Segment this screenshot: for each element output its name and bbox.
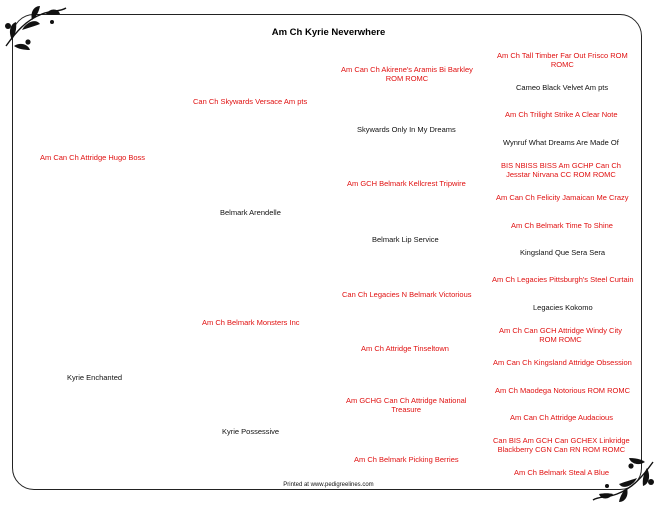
dam: Kyrie Enchanted <box>67 373 123 382</box>
g4-entry: Am Can Ch Attridge Audacious <box>510 413 613 422</box>
g4-entry: Am Ch Tall Timber Far Out Frisco ROM ROMC <box>497 51 628 69</box>
g3-entry: Am GCHG Can Ch Attridge National Treasure <box>346 396 467 414</box>
g3-entry: Am Ch Belmark Picking Berries <box>354 455 459 464</box>
g4-entry: Am Ch Can GCH Attridge Windy City ROM ROMC <box>499 326 622 344</box>
g4-entry: Cameo Black Velvet Am pts <box>516 83 609 92</box>
g2-entry: Can Ch Skywards Versace Am pts <box>193 97 308 106</box>
g4-entry: Am Ch Maodega Notorious ROM ROMC <box>495 386 631 395</box>
g4-entry: Am Ch Belmark Time To Shine <box>511 221 613 230</box>
pedigree-title: Am Ch Kyrie Neverwhere <box>271 27 386 38</box>
g3-entry: Am Can Ch Akirene's Aramis Bi Barkley ROM ROMC <box>341 65 473 83</box>
g4-entry: Wynruf What Dreams Are Made Of <box>503 138 619 147</box>
g4-entry: Am Ch Trilight Strike A Clear Note <box>505 110 618 119</box>
sire-sire: Belmark Arendelle <box>220 208 281 217</box>
g3-entry: Am Ch Attridge Tinseltown <box>361 344 449 353</box>
g4-entry: Am Can Ch Felicity Jamaican Me Crazy <box>496 193 629 202</box>
dam-sire: Kyrie Possessive <box>222 427 280 436</box>
g3-entry: Skywards Only In My Dreams <box>357 125 456 134</box>
g3-entry: Am GCH Belmark Kellcrest Tripwire <box>347 179 466 188</box>
flourish-icon <box>587 456 657 506</box>
g4-entry: Am Can Ch Kingsland Attridge Obsession <box>493 358 632 367</box>
footer-credit: Printed at www.pedigreelines.com <box>283 482 374 488</box>
g4-entry: Can BIS Am GCH Can GCHEX Linkridge Blackberry CGN Can RN ROM ROMC <box>493 436 630 454</box>
g4-entry: Kingsland Que Sera Sera <box>520 248 606 257</box>
g4-entry: Legacies Kokomo <box>533 303 593 312</box>
g3-entry: Can Ch Legacies N Belmark Victorious <box>342 290 472 299</box>
sire: Am Can Ch Attridge Hugo Boss <box>40 153 146 162</box>
g4-entry: Am Ch Belmark Steal A Blue <box>514 468 610 477</box>
g3-entry: Belmark Lip Service <box>372 235 439 244</box>
g4-entry: Am Ch Legacies Pittsburgh's Steel Curtain <box>492 275 634 284</box>
g2-entry: Am Ch Belmark Monsters Inc <box>202 318 300 327</box>
g4-entry: BIS NBISS BISS Am GCHP Can Ch Jesstar Nirvana CC ROM ROMC <box>501 161 621 179</box>
